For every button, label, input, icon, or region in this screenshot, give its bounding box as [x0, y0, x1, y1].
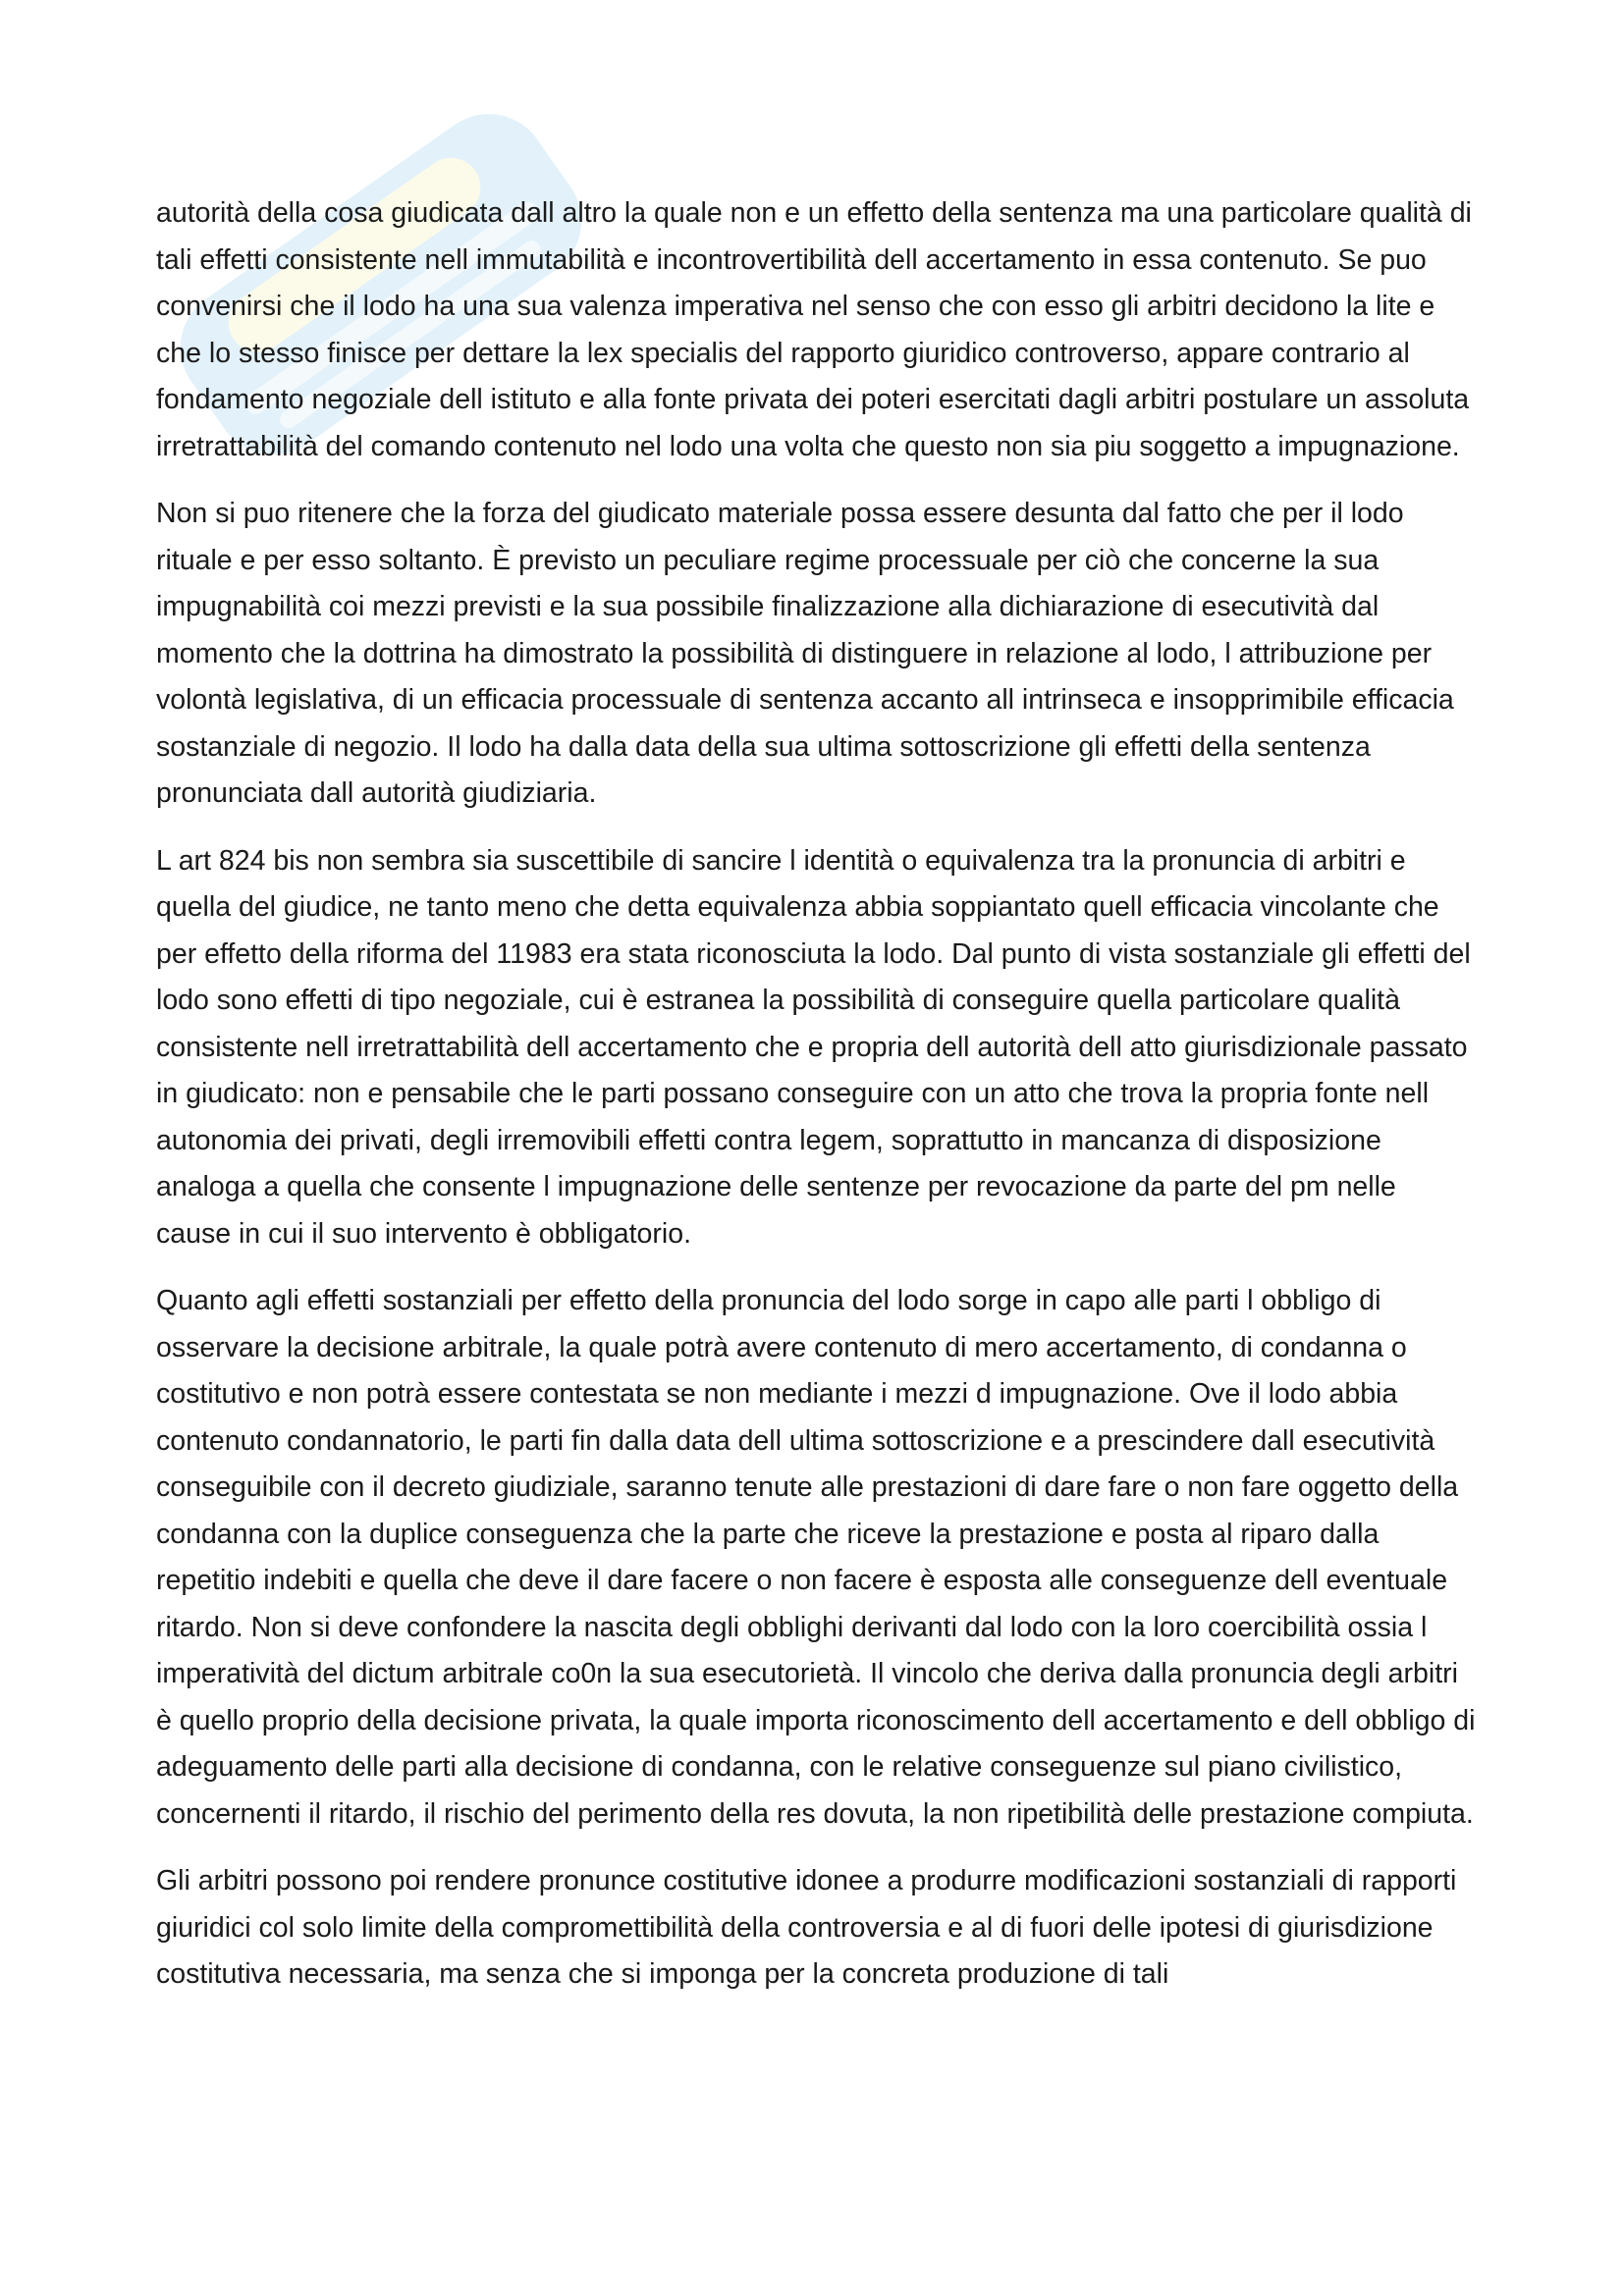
document-body	[156, 190, 1477, 2019]
paragraph: Gli arbitri possono poi rendere pronunce costitutive idonee a produrre modificazioni sostanziali di rapporti giuridici col solo limite della compromettibilità della controversia e al di fuori delle ipotesi di giurisdizione costitutiva necessaria, ma senza che si imponga per la concreta produzione di tali	[156, 1865, 1457, 1990]
paragraph: autorità della cosa giudicata dall altro la quale non e un effetto della sentenza ma una particolare qualità di tali effetti consistente nell immutabilità e incontrovertibilità dell accertamento in essa contenuto. Se puo convenirsi che il lodo ha una sua valenza imperativa nel senso che con esso gli arbitri decidono la lite e che lo stesso finisce per dettare la lex specialis del rapporto giuridico controverso, appare contrario al fondamento negoziale dell istituto e alla fonte privata dei poteri esercitati dagli arbitri postulare un assoluta irretrattabilità del comando contenuto nel lodo una volta che questo non sia piu soggetto a impugnazione.	[156, 197, 1472, 462]
paragraph: Non si puo ritenere che la forza del giudicato materiale possa essere desunta dal fatto che per il lodo rituale e per esso soltanto. È previsto un peculiare regime processuale per ciò che concerne la sua impugnabilità coi mezzi previsti e la sua possibile finalizzazione alla dichiarazione di esecutività dal momento che la dottrina ha dimostrato la possibilità di distinguere in relazione al lodo, l attribuzione per volontà legislativa, di un efficacia processuale di sentenza accanto all intrinseca e insopprimibile efficacia sostanziale di negozio. Il lodo ha dalla data della sua ultima sottoscrizione gli effetti della sentenza pronunciata dall autorità giudiziaria.	[156, 498, 1454, 809]
paragraph: L art 824 bis non sembra sia suscettibile di sancire l identità o equivalenza tra la pronuncia di arbitri e quella del giudice, ne tanto meno che detta equivalenza abbia soppiantato quell efficacia vincolante che per effetto della riforma del 11983 era stata riconosciuta la lodo. Dal punto di vista sostanziale gli effetti del lodo sono effetti di tipo negoziale, cui è estranea la possibilità di conseguire quella particolare qualità consistente nell irretrattabilità dell accertamento che e propria dell autorità dell atto giurisdizionale passato in giudicato: non e pensabile che le parti possano conseguire con un atto che trova la propria fonte nell autonomia dei privati, degli irremovibili effetti contra legem, soprattutto in mancanza di disposizione analoga a quella che consente l impugnazione delle sentenze per revocazione da parte del pm nelle cause in cui il suo intervento è obbligatorio.	[156, 844, 1471, 1250]
paragraph: Quanto agli effetti sostanziali per effetto della pronuncia del lodo sorge in capo alle parti l obbligo di osservare la decisione arbitrale, la quale potrà avere contenuto di mero accertamento, di condanna o costitutivo e non potrà essere contestata se non mediante i mezzi d impugnazione. Ove il lodo abbia contenuto condannatorio, le parti fin dalla data dell ultima sottoscrizione e a prescindere dall esecutività conseguibile con il decreto giudiziale, saranno tenute alle prestazioni di dare fare o non fare oggetto della condanna con la duplice conseguenza che la parte che riceve la prestazione e posta al riparo dalla repetitio indebiti e quella che deve il dare facere o non facere è esposta alle conseguenze dell eventuale ritardo. Non si deve confondere la nascita degli obblighi derivanti dal lodo con la loro coercibilità ossia l imperatività del dictum arbitrale co0n la sua esecutorietà. Il vincolo che deriva dalla pronuncia degli arbitri è quello proprio della decisione privata, la quale importa riconoscimento dell accertamento e dell obbligo di adeguamento delle parti alla decisione di condanna, con le relative conseguenze sul piano civilistico, concernenti il ritardo, il rischio del perimento della res dovuta, la non ripetibilità delle prestazione compiuta.	[156, 1285, 1476, 1830]
